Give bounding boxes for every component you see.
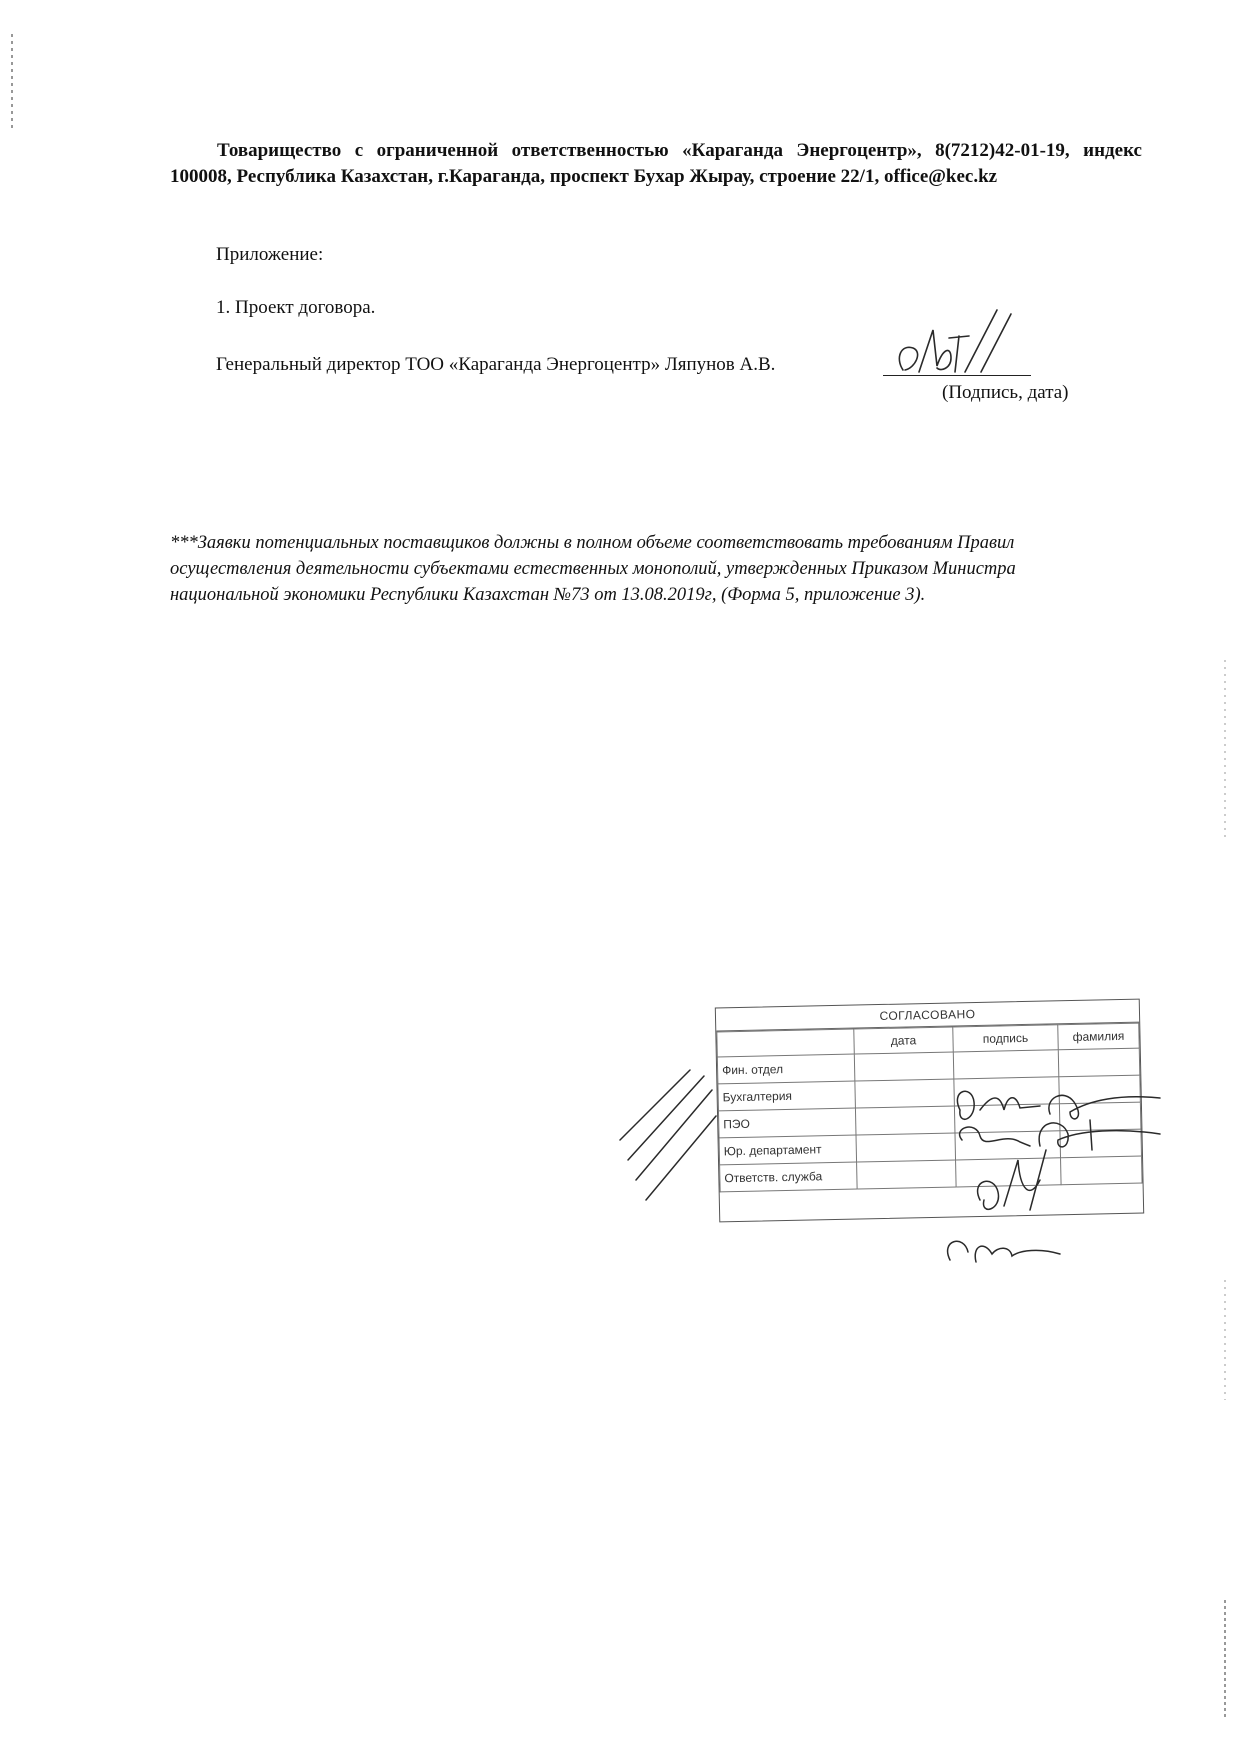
requirements-note: ***Заявки потенциальных поставщиков должны в полном объеме соответствовать требованиям Правил осуществления деятельности субъектами естественных монополий, утвержденных Приказом Министра национальной экономики Республики Казахстан №73 от 13.08.2019г, (Форма 5, приложение 3).: [170, 533, 1016, 605]
stamp-title: СОГЛАСОВАНО: [716, 1000, 1139, 1032]
director-signature-icon: [893, 308, 1023, 380]
company-header: Товарищество с ограниченной ответственностью «Караганда Энергоцентр», 8(7212)42-01-19, индекс 100008, Республика Казахстан, г.Караганда, проспект Бухар Жырау, строение 22/1, office@kec.kz: [170, 140, 1142, 187]
appendix-title: Приложение:: [216, 244, 324, 265]
column-header: [717, 1029, 854, 1057]
column-header-signature: подпись: [953, 1025, 1059, 1052]
row-label: Юр. департамент: [719, 1135, 857, 1165]
row-label: ПЭО: [718, 1108, 856, 1138]
column-header-surname: фамилия: [1058, 1023, 1140, 1050]
signature-caption: (Подпись, дата): [942, 382, 1069, 403]
director-line: Генеральный директор ТОО «Караганда Энергоцентр» Ляпунов А.В.: [216, 354, 776, 375]
column-header-date: дата: [854, 1027, 954, 1054]
row-label: Бухгалтерия: [718, 1081, 856, 1111]
approval-table: [716, 1023, 1142, 1193]
approval-stamp: [715, 999, 1144, 1223]
scan-edge-mark: [4, 28, 20, 148]
appendix-item: 1. Проект договора.: [216, 297, 376, 318]
scan-edge-mark-right: [1218, 640, 1232, 1740]
row-label: Фин. отдел: [717, 1054, 855, 1084]
row-label: Ответств. служба: [720, 1162, 858, 1192]
